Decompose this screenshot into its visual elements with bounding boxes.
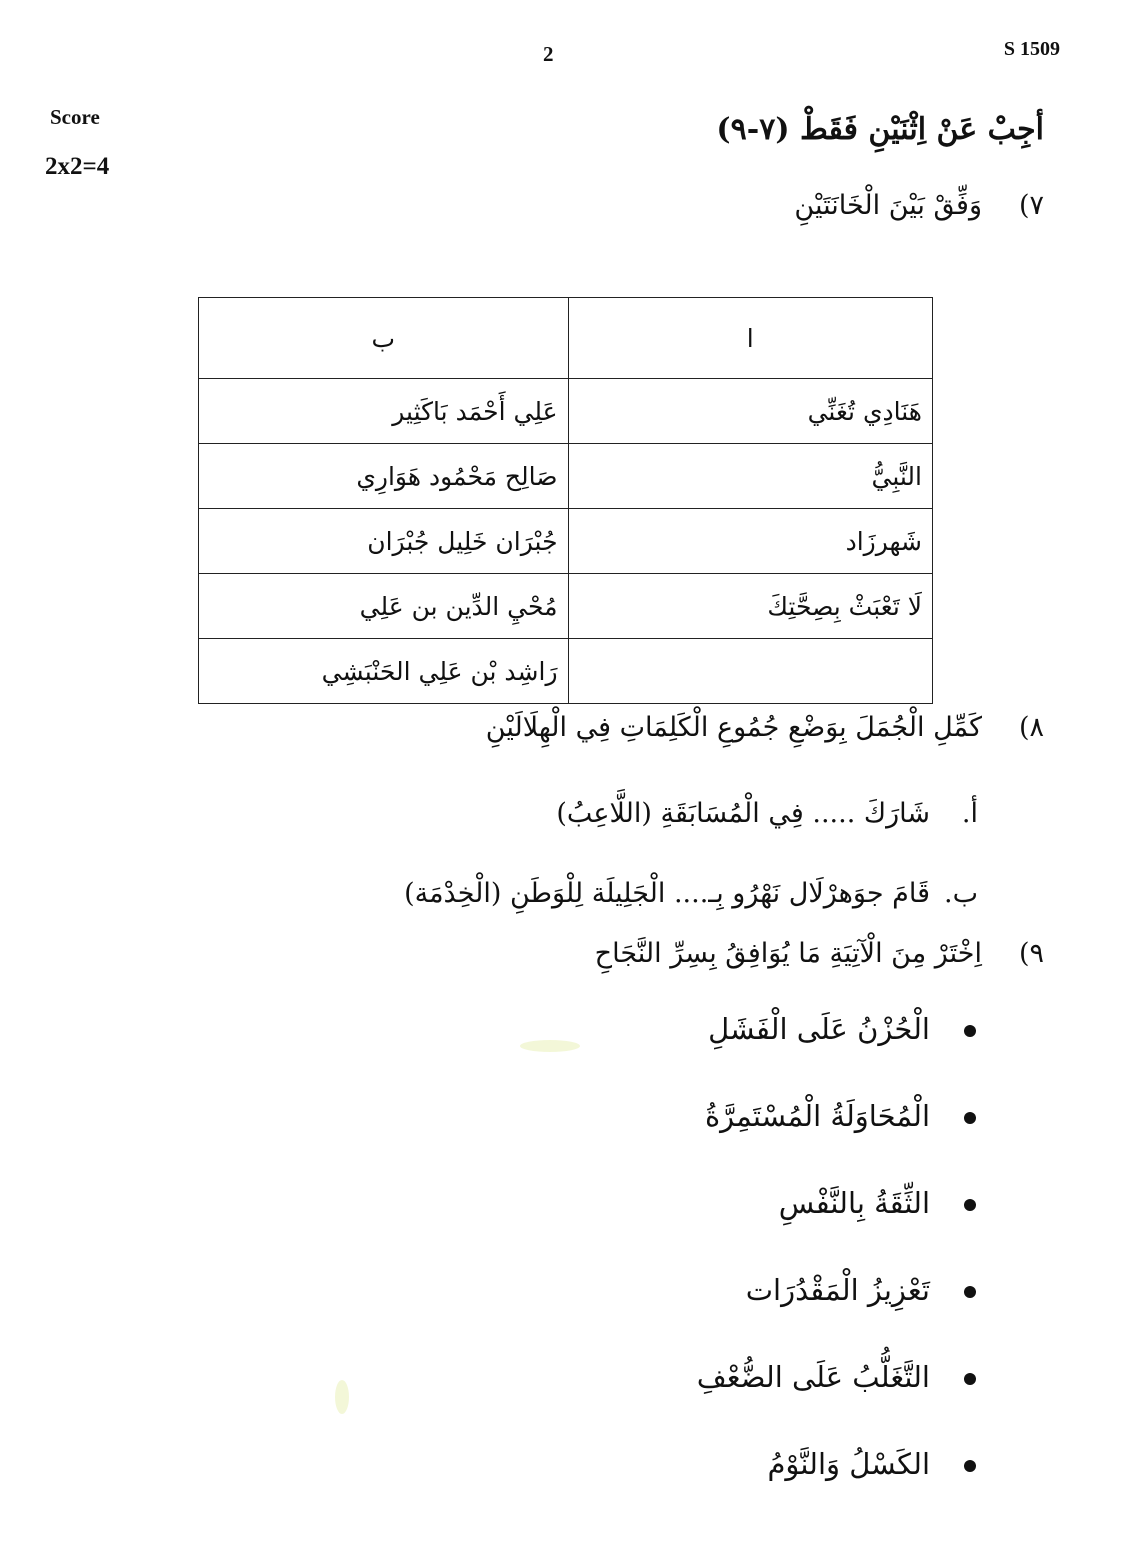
table-row — [199, 639, 933, 704]
column-a-cell — [568, 639, 932, 704]
column-a-header: ا — [568, 298, 932, 379]
paper-code: S 1509 — [1003, 38, 1060, 60]
option-text: الكَسْلُ وَالنَّوْمُ — [767, 1447, 930, 1481]
sub-question-letter: ب. — [943, 878, 978, 909]
question-text: اِخْتَرْ مِنَ الْآتِيَةِ مَا يُوَافِقُ بِسِرِّ النَّجَاحِ — [594, 938, 982, 969]
sub-question-letter: أ. — [961, 798, 978, 829]
option-text: الْمُحَاوَلَةُ الْمُسْتَمِرَّةُ — [704, 1099, 930, 1133]
table-header-row — [199, 298, 933, 379]
table-row — [199, 379, 933, 444]
list-item — [697, 1360, 976, 1447]
sub-question-a — [556, 798, 978, 829]
option-text: التَّغَلُّبُ عَلَى الضُّعْفِ — [696, 1360, 930, 1394]
question-text: وَفِّقْ بَيْنَ الْخَانَتَيْنِ — [794, 190, 982, 221]
score-label: Score — [50, 105, 100, 129]
list-item — [697, 1447, 976, 1534]
question-number: ٨) — [1018, 712, 1044, 743]
question-7 — [794, 190, 1044, 221]
sub-question-b — [404, 878, 978, 909]
matching-table — [198, 297, 933, 704]
table-row — [199, 444, 933, 509]
question-text: كَمِّلِ الْجُمَلَ بِوَضْعِ جُمُوعِ الْكَلِمَاتِ فِي الْهِلَالَيْنِ — [485, 712, 982, 743]
column-a-cell: هَنَادِي تُغَنِّي — [568, 379, 932, 444]
bullet-icon — [964, 1025, 976, 1037]
column-b-cell: جُبْرَان خَلِيل جُبْرَان — [199, 509, 569, 574]
option-text: تَعْزِيزُ الْمَقْدُرَات — [745, 1273, 930, 1307]
column-b-cell: صَالِح مَحْمُود هَوَارِي — [199, 444, 569, 509]
sub-question-text: قَامَ جوَهرْلَال نَهْرُو بِـ.... الْجَلِيلَة لِلْوَطَنِ (الْخِدْمَة) — [404, 878, 930, 909]
question-9 — [595, 938, 1044, 969]
column-b-cell: مُحْيِ الدِّين بن عَلِي — [199, 574, 569, 639]
bullet-icon — [964, 1460, 976, 1472]
bullet-icon — [964, 1112, 976, 1124]
bullet-icon — [964, 1199, 976, 1211]
table-row — [199, 574, 933, 639]
column-a-cell: لَا تَعْبَثْ بِصِحَّتِكَ — [568, 574, 932, 639]
column-b-cell: رَاشِد بْن عَلِي الحَنْبَشِي — [199, 639, 569, 704]
column-a-cell: شَهرزَاد — [568, 509, 932, 574]
table-row — [199, 509, 933, 574]
list-item — [697, 1273, 976, 1360]
option-text: الْحُزْنُ عَلَى الْفَشَلِ — [708, 1012, 930, 1046]
score-value: 2x2=4 — [45, 153, 110, 180]
list-item — [697, 1099, 976, 1186]
option-list — [697, 1012, 976, 1534]
scan-smudge — [335, 1380, 349, 1414]
sub-question-text: شَارَكَ ..... فِي الْمُسَابَقَةِ (اللَّاعِبُ) — [556, 798, 930, 829]
list-item — [697, 1012, 976, 1099]
column-b-cell: عَلِي أَحْمَد بَاكَثِير — [199, 379, 569, 444]
page-number: 2 — [543, 42, 554, 66]
bullet-icon — [964, 1286, 976, 1298]
section-instruction: أجِبْ عَنْ اِثْنَيْنِ فَقَطْ (٧-٩) — [716, 112, 1044, 147]
column-a-cell: النَّبِيُّ — [568, 444, 932, 509]
question-number: ٩) — [1018, 938, 1044, 969]
option-text: الثِّقَةُ بِالنَّفْسِ — [778, 1186, 930, 1220]
scan-smudge — [520, 1040, 580, 1052]
list-item — [697, 1186, 976, 1273]
question-8 — [486, 712, 1044, 743]
question-number: ٧) — [1018, 190, 1044, 221]
column-b-header: ب — [199, 298, 569, 379]
bullet-icon — [964, 1373, 976, 1385]
